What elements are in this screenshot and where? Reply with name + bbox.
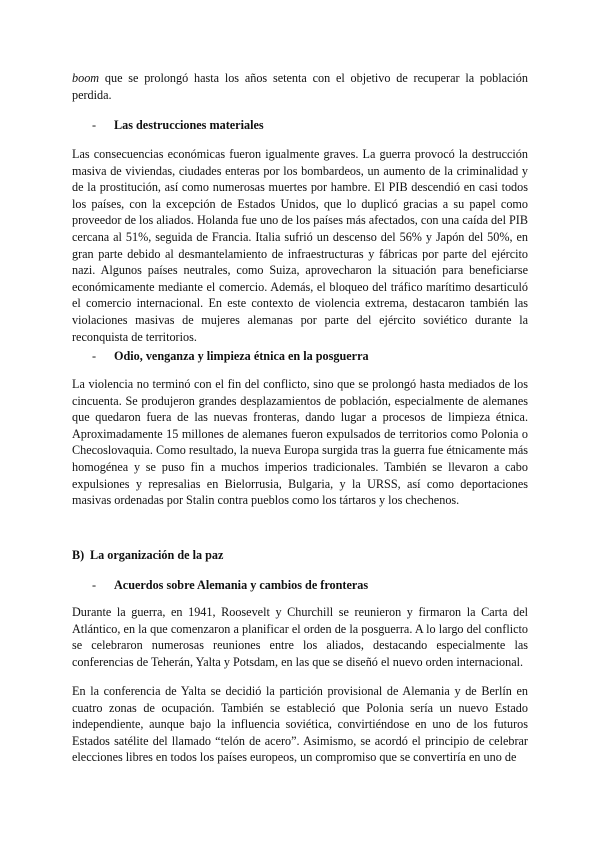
- subheading-acuerdos-text: Acuerdos sobre Alemania y cambios de fronteras: [114, 578, 369, 592]
- bullet-dash: -: [92, 578, 97, 592]
- paragraph-acuerdos-1: Durante la guerra, en 1941, Roosevelt y Churchill se reunieron y firmaron la Carta del Atlántico, en la que comenzaron a planificar el orden de la posguerra. A lo largo del conflicto se celebraron numerosas reuniones entre los aliados, destacando especialmente las conferencias de Teherán, Yalta y Potsdam, en las que se diseñó el nuevo orden internacional.: [72, 605, 528, 669]
- section-heading-paz-text: La organización de la paz: [90, 548, 224, 562]
- subheading-destrucciones: [92, 117, 264, 133]
- bullet-dash: -: [92, 349, 97, 363]
- paragraph-odio: La violencia no terminó con el fin del conflicto, sino que se prolongó hasta mediados de los cincuenta. Se produjeron grandes desplazamientos de población, especialmente de alemanes que quedaron fuera de las nuevas fronteras, dando lugar a procesos de limpieza étnica. Aproximadamente 15 millones de alemanes fueron expulsados de territorios como Polonia o Checoslovaquia. Como resultado, la nueva Europa surgida tras la guerra fue étnicamente más homogénea y se puso fin a muchos imperios tradicionales. También se llevaron a cabo expulsiones y represalias en Bielorrusia, Bulgaria, y la URSS, así como deportaciones masivas ordenadas por Stalin contra pueblos como los tártaros y los chechenos.: [72, 377, 528, 508]
- bullet-dash: -: [92, 118, 97, 132]
- subheading-destrucciones-text: Las destrucciones materiales: [114, 118, 264, 132]
- intro-emphasis: boom: [72, 71, 100, 85]
- section-letter: B): [72, 548, 85, 562]
- subheading-odio: [92, 348, 369, 364]
- subheading-acuerdos: [92, 577, 368, 593]
- intro-paragraph: [72, 70, 528, 103]
- subheading-odio-text: Odio, venganza y limpieza étnica en la posguerra: [114, 349, 369, 363]
- paragraph-acuerdos-2: En la conferencia de Yalta se decidió la partición provisional de Alemania y de Berlín en cuatro zonas de ocupación. También se estableció que Polonia sería un nuevo Estado independiente, aunque bajo la influencia soviética, convirtiéndose en uno de los futuros Estados satélite del llamado “telón de acero”. Asimismo, se acordó el principio de celebrar elecciones libres en todos los países europeos, un compromiso que se convertiría en uno de: [72, 684, 528, 765]
- paragraph-destrucciones: Las consecuencias económicas fueron igualmente graves. La guerra provocó la destrucción masiva de viviendas, ciudades enteras por los bombardeos, un aumento de la criminalidad y de la prostitución, así como numerosas muertes por hambre. El PIB descendió en casi todos los países, con la excepción de Estados Unidos, que lo duplicó gracias a su papel como proveedor de los aliados. Holanda fue uno de los países más afectados, con una caída del PIB cercana al 51%, seguida de Francia. Italia sufrió un descenso del 56% y Japón del 50%, en gran parte debido al desmantelamiento de infraestructuras y fábricas por parte del ejército nazi. Algunos países neutrales, como Suiza, aprovecharon la situación para beneficiarse económicamente mediante el comercio. Además, el bloqueo del tráfico marítimo desarticuló el comercio internacional. En este contexto de violencia extrema, destacaron también las violaciones masivas de mujeres alemanas por parte del ejército soviético durante la reconquista de territorios.: [72, 147, 528, 344]
- intro-text: que se prolongó hasta los años setenta con el objetivo de recuperar la población perdida.: [72, 71, 528, 102]
- section-heading-paz: [72, 547, 223, 563]
